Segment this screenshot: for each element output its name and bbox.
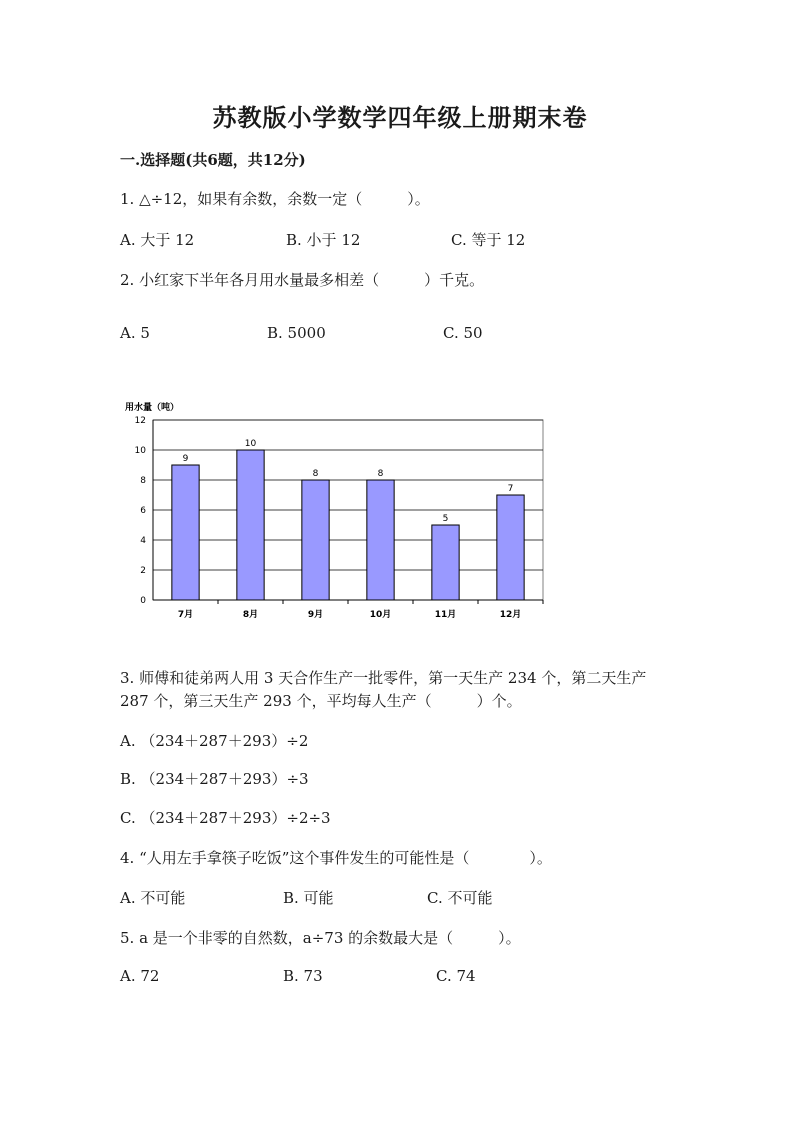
x-tick-label: 12月 — [499, 610, 522, 620]
question-1-stem: 1. △÷12，如果有余数，余数一定（ ）。 — [120, 190, 430, 208]
y-tick-label: 12 — [134, 416, 146, 426]
data-label: 8 — [312, 469, 319, 479]
bar — [497, 495, 524, 600]
question-2-stem: 2. 小红家下半年各月用水量最多相差（ ）千克。 — [120, 271, 485, 289]
bar — [237, 450, 264, 600]
question-5-option-c: C. 74 — [436, 967, 476, 985]
question-4-option-c: C. 不可能 — [427, 889, 493, 907]
x-tick-label: 11月 — [434, 610, 457, 620]
x-tick-label: 8月 — [242, 610, 259, 620]
section-heading: 一.选择题(共6题，共12分) — [120, 151, 306, 169]
question-1-option-a: A. 大于 12 — [120, 231, 195, 249]
question-3-stem-line-1: 3. 师傅和徒弟两人用 3 天合作生产一批零件，第一天生产 234 个，第二天生产 — [120, 669, 647, 687]
question-3-option-c: C. （234＋287＋293）÷2÷3 — [120, 809, 331, 827]
data-label: 9 — [182, 454, 189, 464]
water-usage-bar-chart — [118, 398, 558, 628]
y-axis-label: 用水量（吨） — [125, 403, 180, 413]
data-label: 5 — [442, 514, 449, 524]
y-tick-label: 8 — [140, 476, 146, 486]
question-2-option-a: A. 5 — [120, 324, 150, 342]
y-tick-label: 6 — [140, 506, 146, 516]
y-tick-label: 4 — [140, 536, 146, 546]
page-title: 苏教版小学数学四年级上册期末卷 — [212, 103, 588, 132]
question-3-option-a: A. （234＋287＋293）÷2 — [120, 732, 309, 750]
question-5-stem: 5. a 是一个非零的自然数，a÷73 的余数最大是（ ）。 — [120, 929, 521, 947]
question-4-option-a: A. 不可能 — [120, 889, 186, 907]
data-label: 10 — [244, 439, 257, 449]
x-tick-label: 7月 — [177, 610, 194, 620]
question-4-option-b: B. 可能 — [283, 889, 334, 907]
y-tick-label: 10 — [134, 446, 146, 456]
question-4-stem: 4. “人用左手拿筷子吃饭”这个事件发生的可能性是（ ）。 — [120, 849, 552, 867]
question-2-option-b: B. 5000 — [267, 324, 326, 342]
bar — [302, 480, 329, 600]
data-label: 8 — [377, 469, 384, 479]
question-2-option-c: C. 50 — [443, 324, 483, 342]
x-tick-label: 10月 — [369, 610, 392, 620]
bar — [172, 465, 199, 600]
bar — [432, 525, 459, 600]
question-3-stem-line-2: 287 个，第三天生产 293 个，平均每人生产（ ）个。 — [120, 692, 522, 710]
question-1-option-b: B. 小于 12 — [286, 231, 361, 249]
data-label: 7 — [507, 484, 514, 494]
y-tick-label: 2 — [140, 566, 146, 576]
question-5-option-b: B. 73 — [283, 967, 323, 985]
question-1-option-c: C. 等于 12 — [451, 231, 526, 249]
bar — [367, 480, 394, 600]
question-3-option-b: B. （234＋287＋293）÷3 — [120, 770, 309, 788]
question-5-option-a: A. 72 — [120, 967, 160, 985]
y-tick-label: 0 — [140, 596, 146, 606]
x-tick-label: 9月 — [307, 610, 324, 620]
